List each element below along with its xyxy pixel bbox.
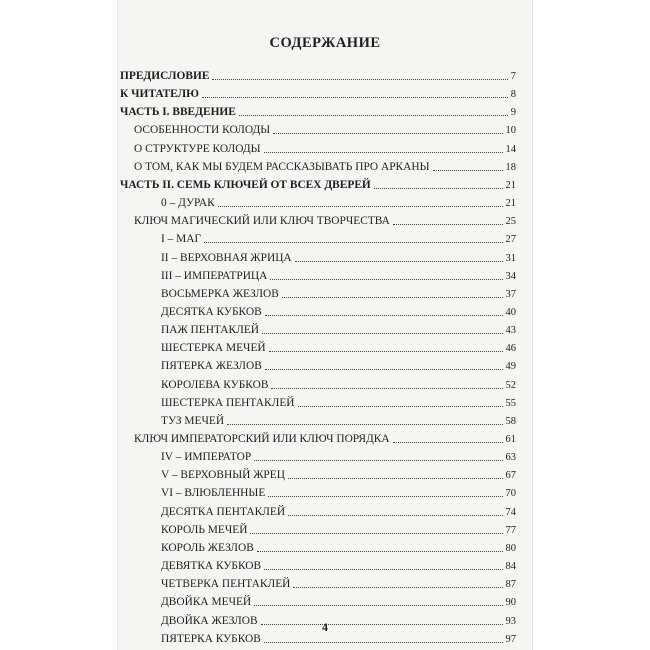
toc-entry <box>161 466 516 482</box>
toc-leader-dots <box>264 152 503 153</box>
toc-entry-title: КОРОЛЬ ЖЕЗЛОВ <box>161 541 254 554</box>
toc-entry-title: КОРОЛЬ МЕЧЕЙ <box>161 523 248 536</box>
page-number: 4 <box>322 620 328 634</box>
toc-entry <box>161 321 516 337</box>
toc-entry-page: 93 <box>505 615 516 627</box>
toc-entry-title: О ТОМ, КАК МЫ БУДЕМ РАССКАЗЫВАТЬ ПРО АРКАНЫ <box>134 160 430 173</box>
toc-leader-dots <box>433 170 503 171</box>
toc-entry-title: ТУЗ МЕЧЕЙ <box>161 414 225 427</box>
toc-entry-page: 18 <box>505 161 516 173</box>
toc-leader-dots <box>250 533 502 534</box>
toc-leader-dots <box>202 97 508 98</box>
toc-entry <box>161 267 516 283</box>
toc-entry-title: ПАЖ ПЕНТАКЛЕЙ <box>161 324 260 337</box>
toc-entry <box>161 412 516 428</box>
toc-leader-dots <box>264 642 503 643</box>
toc-entry-page: 58 <box>505 415 516 427</box>
toc-entry-page: 61 <box>505 434 516 445</box>
toc-entry-title: I – МАГ <box>161 233 202 246</box>
toc-entry-title: ДВОЙКА ЖЕЗЛОВ <box>161 614 258 627</box>
toc-entry-page: 63 <box>505 452 516 464</box>
toc-entry <box>134 140 516 156</box>
toc-entry <box>161 357 516 373</box>
toc-entry <box>134 121 516 137</box>
toc-entry-page: 70 <box>505 488 516 500</box>
toc-entry-page: 77 <box>505 524 516 536</box>
toc-leader-dots <box>212 79 507 80</box>
toc-leader-dots <box>393 224 503 225</box>
toc-entry-title: ПЯТЕРКА КУБКОВ <box>161 632 261 645</box>
toc-leader-dots <box>218 206 503 207</box>
toc-entry-title: VI – ВЛЮБЛЕННЫЕ <box>161 487 266 500</box>
toc-entry-page: 34 <box>505 270 516 282</box>
toc-entry-title: ДЕВЯТКА КУБКОВ <box>161 560 262 573</box>
toc-leader-dots <box>293 587 502 588</box>
toc-entry-page: 25 <box>505 216 516 228</box>
toc-entry-page: 31 <box>505 252 516 264</box>
toc-entry <box>120 103 516 119</box>
toc-entry <box>161 539 516 555</box>
toc-leader-dots <box>270 279 502 280</box>
toc-entry-title: КОРОЛЕВА КУБКОВ <box>161 378 269 391</box>
toc-entry-title: КЛЮЧ МАГИЧЕСКИЙ ИЛИ КЛЮЧ ТВОРЧЕСТВА <box>134 215 390 228</box>
page-title: СОДЕРЖАНИЕ <box>269 35 381 51</box>
toc-leader-dots <box>295 261 503 262</box>
toc-entry <box>161 503 516 519</box>
toc-leader-dots <box>393 442 503 443</box>
toc-entry-title: КЛЮЧ ИМПЕРАТОРСКИЙ ИЛИ КЛЮЧ ПОРЯДКА <box>134 433 390 445</box>
toc-entry-title: О СТРУКТУРЕ КОЛОДЫ <box>134 142 261 155</box>
toc-entry-page: 21 <box>505 179 516 191</box>
toc-entry <box>161 303 516 319</box>
toc-entry-title: ЧАСТЬ II. СЕМЬ КЛЮЧЕЙ ОТ ВСЕХ ДВЕРЕЙ <box>120 178 371 191</box>
toc-leader-dots <box>265 369 503 370</box>
toc-entry-page: 10 <box>505 125 516 137</box>
toc-entry-page: 90 <box>505 597 516 609</box>
toc-entry <box>161 394 516 410</box>
toc-entry-title: ПЯТЕРКА ЖЕЗЛОВ <box>161 360 262 373</box>
toc-entry-title: ДЕСЯТКА КУБКОВ <box>161 305 262 318</box>
toc-entry-page: 21 <box>505 198 516 210</box>
toc-entry-title: 0 – ДУРАК <box>161 197 215 210</box>
toc-leader-dots <box>264 569 502 570</box>
toc-entry-title: V – ВЕРХОВНЫЙ ЖРЕЦ <box>161 469 285 482</box>
toc-entry-title: ШЕСТЕРКА ПЕНТАКЛЕЙ <box>161 396 295 409</box>
toc-leader-dots <box>298 406 503 407</box>
toc-entry-title: ВОСЬМЕРКА ЖЕЗЛОВ <box>161 287 279 300</box>
toc-entry <box>161 557 516 573</box>
toc-entry-page: 84 <box>505 561 516 573</box>
toc-entry <box>120 85 516 101</box>
toc-leader-dots <box>374 188 503 189</box>
toc-entry <box>161 285 516 301</box>
toc-entry-title: III – ИМПЕРАТРИЦА <box>161 269 268 282</box>
toc-entry-page: 67 <box>505 470 516 482</box>
toc-entry-title: II – ВЕРХОВНАЯ ЖРИЦА <box>161 251 292 264</box>
toc-entry-title: IV – ИМПЕРАТОР <box>161 451 252 464</box>
toc-leader-dots <box>282 297 503 298</box>
toc-entry <box>161 339 516 355</box>
toc-entry <box>161 448 516 464</box>
toc-entry-page: 43 <box>505 325 516 337</box>
toc-entry-title: ЧАСТЬ I. ВВЕДЕНИЕ <box>120 106 236 119</box>
toc-entry <box>161 575 516 591</box>
toc-entry-page: 8 <box>510 89 516 101</box>
toc-entry-page: 55 <box>505 397 516 409</box>
toc-entry <box>161 194 516 210</box>
toc-entry <box>161 484 516 500</box>
toc-entry-page: 46 <box>505 343 516 355</box>
toc-entry-page: 37 <box>505 288 516 300</box>
toc-leader-dots <box>257 551 503 552</box>
toc-leader-dots <box>288 478 503 479</box>
toc-leader-dots <box>288 515 502 516</box>
book-page <box>118 0 532 650</box>
toc-entry-page: 87 <box>505 579 516 591</box>
toc-entry-page: 52 <box>505 379 516 391</box>
toc-entry-page: 40 <box>505 306 516 318</box>
toc-entry <box>161 593 516 609</box>
toc-entry-title: ШЕСТЕРКА МЕЧЕЙ <box>161 342 266 355</box>
toc-entry-title: ДВОЙКА МЕЧЕЙ <box>161 596 252 609</box>
toc-entry-page: 27 <box>505 234 516 246</box>
toc-entry <box>161 521 516 537</box>
toc-entry-title: ЧЕТВЕРКА ПЕНТАКЛЕЙ <box>161 578 291 591</box>
toc-entry-page: 74 <box>505 506 516 518</box>
toc-leader-dots <box>265 315 503 316</box>
toc-leader-dots <box>239 115 508 116</box>
toc-entry <box>161 249 516 265</box>
toc-leader-dots <box>269 351 503 352</box>
toc-entry <box>161 230 516 246</box>
toc-entry-page: 80 <box>505 542 516 554</box>
toc-entry <box>120 176 516 192</box>
toc-leader-dots <box>268 496 502 497</box>
toc-entry <box>134 158 516 174</box>
toc-entry-page: 14 <box>505 143 516 155</box>
toc-entry <box>120 67 516 83</box>
toc-leader-dots <box>262 333 502 334</box>
toc-entry-page: 97 <box>505 633 516 645</box>
toc-entry-title: ДЕСЯТКА ПЕНТАКЛЕЙ <box>161 505 286 518</box>
toc-entry <box>134 212 516 228</box>
toc-entry-page: 7 <box>510 71 516 82</box>
toc-leader-dots <box>273 133 502 134</box>
toc-entry-title: ОСОБЕННОСТИ КОЛОДЫ <box>134 124 271 137</box>
toc-entry-title: К ЧИТАТЕЛЮ <box>120 88 199 101</box>
toc-entry <box>134 430 516 446</box>
toc-entry-title: ПРЕДИСЛОВИЕ <box>120 70 210 82</box>
toc-leader-dots <box>204 242 502 243</box>
toc-entry <box>161 376 516 392</box>
toc-leader-dots <box>254 605 502 606</box>
toc-entry-page: 49 <box>505 361 516 373</box>
toc-entry-page: 9 <box>510 107 516 119</box>
toc-leader-dots <box>254 460 502 461</box>
toc-leader-dots <box>271 388 502 389</box>
toc-leader-dots <box>227 424 502 425</box>
